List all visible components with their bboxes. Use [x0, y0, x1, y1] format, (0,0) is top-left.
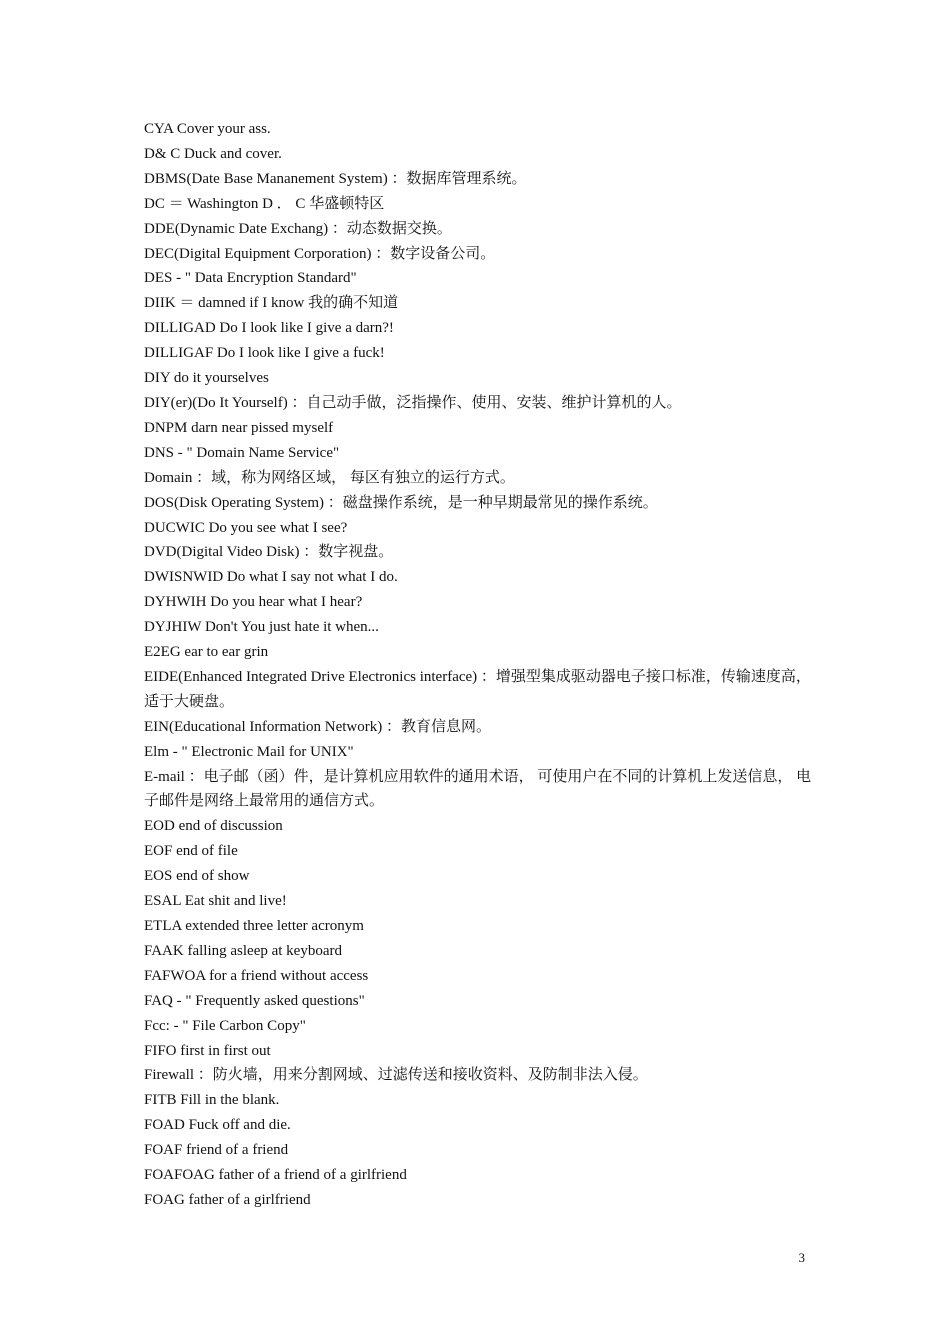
glossary-entry: E2EG ear to ear grin — [144, 644, 269, 661]
glossary-entry: DVD(Digital Video Disk) ：数字视盘。 — [144, 544, 394, 561]
glossary-entry: FOAG father of a girlfriend — [144, 1191, 311, 1208]
glossary-entry: EIN(Educational Information Network) ：教育信息网。 — [144, 718, 492, 735]
glossary-entry: DDE(Dynamic Date Exchang) ：动态数据交换。 — [144, 220, 452, 237]
glossary-entry: DYJHIW Don't You just hate it when... — [144, 619, 379, 636]
glossary-entry: ETLA extended three letter acronym — [144, 918, 364, 934]
glossary-entry: EOF end of file — [144, 843, 238, 860]
glossary-entry: DBMS(Date Base Mananement System) ：数据库管理系统。 — [144, 170, 527, 187]
glossary-entry: DC ＝ Washington D ． C 华盛顿特区 — [144, 195, 385, 212]
glossary-entry: CYA Cover your ass. — [144, 121, 271, 137]
page-number: 3 — [798, 1250, 805, 1265]
glossary-entry: Firewall ：防火墙，用来分割网域、过滤传送和接收资料、及防制非法入侵。 — [144, 1067, 648, 1084]
glossary-entry: FAAK falling asleep at keyboard — [144, 942, 342, 959]
glossary-entry: E-mail ：电子邮（函）件，是计算机应用软件的通用术语， 可使用户在不同的计算机上发送信息， 电子邮件是网络上最常用的通信方式。 — [144, 768, 812, 810]
glossary-entry: DNPM darn near pissed myself — [144, 419, 334, 436]
glossary-entry: Fcc: - " File Carbon Copy" — [144, 1017, 306, 1034]
glossary-entry: DUCWIC Do you see what I see? — [144, 519, 348, 536]
glossary-entry: DNS - " Domain Name Service" — [144, 444, 340, 461]
glossary-entry: EOD end of discussion — [144, 818, 283, 835]
glossary-entry: FOAD Fuck off and die. — [144, 1117, 291, 1134]
glossary-list — [144, 117, 812, 1213]
glossary-entry: FOAF friend of a friend — [144, 1142, 289, 1159]
glossary-entry: FIFO first in first out — [144, 1042, 271, 1059]
glossary-entry: FAFWOA for a friend without access — [144, 967, 369, 984]
glossary-entry: DOS(Disk Operating System) ：磁盘操作系统，是一种早期最常见的操作系统。 — [144, 494, 658, 511]
glossary-entry: DES - " Data Encryption Standard" — [144, 270, 357, 287]
glossary-entry: FOAFOAG father of a friend of a girlfriend — [144, 1167, 407, 1184]
glossary-entry: DILLIGAF Do I look like I give a fuck! — [144, 345, 385, 362]
glossary-entry: DWISNWID Do what I say not what I do. — [144, 569, 398, 586]
glossary-entry: EIDE(Enhanced Integrated Drive Electronics interface) ：增强型集成驱动器电子接口标准，传输速度高，适于大硬盘。 — [144, 668, 811, 710]
glossary-entry: FITB Fill in the blank. — [144, 1092, 280, 1109]
glossary-entry: Domain ：域，称为网络区域， 每区有独立的运行方式。 — [144, 469, 515, 486]
glossary-entry: DIY(er)(Do It Yourself) ：自己动手做，泛指操作、使用、安装、维护计算机的人。 — [144, 394, 682, 411]
glossary-entry: D& C Duck and cover. — [144, 145, 282, 162]
glossary-entry: DEC(Digital Equipment Corporation) ：数字设备公司。 — [144, 245, 496, 262]
glossary-entry: Elm - " Electronic Mail for UNIX" — [144, 743, 354, 760]
glossary-entry: ESAL Eat shit and live! — [144, 893, 287, 910]
glossary-entry: DIIK ＝ damned if I know 我的确不知道 — [144, 295, 399, 312]
glossary-entry: DILLIGAD Do I look like I give a darn?! — [144, 320, 394, 337]
glossary-entry: FAQ - " Frequently asked questions" — [144, 992, 365, 1009]
glossary-entry: DYHWIH Do you hear what I hear? — [144, 594, 363, 611]
glossary-entry: DIY do it yourselves — [144, 370, 269, 387]
glossary-entry: EOS end of show — [144, 868, 250, 885]
